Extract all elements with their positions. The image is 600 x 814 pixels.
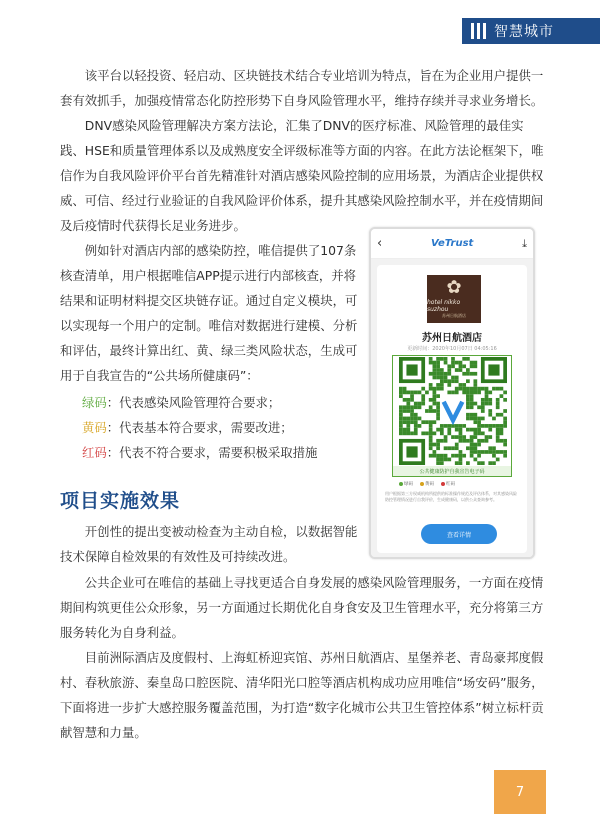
header-bars-decoration: [471, 23, 486, 39]
legend-yellow: 黄码: [420, 481, 434, 487]
update-time: 更新时间：2020年10月07日 04:05:16: [407, 346, 497, 352]
legend-green: 绿码: [399, 481, 413, 487]
paragraph-platform: 该平台以轻投资、轻启动、区块链技术结合专业培训为特点，旨在为企业用户提供一套有效抓手，加强疫情常态化防控形势下自身风险管理水平，维持存续并寻求业务增长。: [60, 68, 544, 108]
back-arrow-icon[interactable]: ‹: [377, 236, 383, 251]
hotel-name: 苏州日航酒店: [422, 333, 482, 344]
page-number: 7: [515, 784, 525, 800]
legend-red: 红码: [441, 481, 455, 487]
download-icon[interactable]: ⤓: [522, 236, 527, 250]
yellow-code-desc: ：代表基本符合要求，需要改进；: [106, 420, 293, 435]
phone-top-bar: [371, 229, 533, 259]
section-title: 项目实施效果: [60, 490, 181, 512]
effect-paragraphs: [60, 570, 545, 745]
qr-code-icon: [394, 357, 512, 465]
page-number-badge: [494, 770, 546, 814]
paragraph-effect-1: 开创性的提出变被动检查为主动自检，以数据智能技术保障自检效果的有效性及可持续改进。: [60, 524, 358, 564]
yellow-code-label: 黄码: [82, 420, 107, 435]
code-line-green: [82, 390, 280, 415]
phone-screenshot: [369, 227, 535, 559]
red-code-label: 红码: [82, 445, 107, 460]
red-code-desc: ：代表不符合要求，需要积极采取措施: [106, 445, 318, 460]
intro-paragraphs: [60, 63, 545, 238]
hotel-logo: ✿ hotel nikko suzhou 苏州日航酒店: [427, 275, 481, 323]
paragraph-hotel-example: 例如针对酒店内部的感染防控，唯信提供了107条核查清单，用户根据唯信APP提示进行内部核查，并将结果和证明材料提交区块链存证。通过自定义模块，可以实现每一个用户的定制。唯信对数据进行建模、分析和评估，最终计算出红、黄、绿三类风险状态，生成可用于自我宣告的“公共场所健康码”：: [60, 243, 358, 383]
code-legend: [399, 481, 455, 487]
code-line-yellow: [82, 415, 293, 440]
header-title: 智慧城市: [494, 24, 554, 40]
header-band: [462, 18, 600, 44]
health-code-card: [377, 265, 527, 553]
flower-logo-icon: ✿: [446, 277, 462, 298]
effect-paragraph-1: [60, 519, 360, 569]
green-code-label: 绿码: [82, 395, 107, 410]
phone-body: [371, 259, 533, 559]
paragraph-effect-3: 目前洲际酒店及度假村、上海虹桥迎宾馆、苏州日航酒店、星堡养老、青岛豪邦度假村、春秋旅游、秦皇岛口腔医院、清华阳光口腔等酒店机构成功应用唯信“场安码”服务，下面将进一步扩大感控服务覆盖范围，为打造“数字化城市公共卫生管控体系”树立标杆贡献智慧和力量。: [60, 650, 544, 740]
hotel-example-paragraph: [60, 238, 360, 388]
paragraph-dnv: DNV感染风险管理解决方案方法论，汇集了DNV的医疗标准、风险管理的最佳实践、HSE和质量管理体系以及成熟度安全评级标准等方面的内容。在此方法论框架下，唯信作为自我风险评价平台首先精准针对酒店感染风险控制的应用场景，为酒店企业提供权威、可信、经过行业验证的自我风险评价体系，提升其感染风险控制水平，并在疫情期间及后疫情时代获得长足业务进步。: [60, 118, 544, 233]
qr-code-frame: [392, 355, 512, 477]
code-description: 用户根据第三方权威机构所提供的标准操作规范及评估体系，对其感染风险防控管理情况进行自我评价，生成健康码，以供公众查询参考。: [385, 491, 517, 502]
code-line-red: [82, 440, 317, 465]
view-details-button[interactable]: 查看详情: [421, 524, 497, 544]
paragraph-effect-2: 公共企业可在唯信的基础上寻找更适合自身发展的感染风险管理服务，一方面在疫情期间构筑更佳公众形象，另一方面通过长期优化自身食安及卫生管理水平，充分将第三方服务转化为自身利益。: [60, 575, 544, 640]
vetrust-brand-logo: VeTrust: [431, 238, 474, 249]
qr-caption: 公共健康防护自我宣告电子码: [419, 469, 485, 475]
green-code-desc: ：代表感染风险管理符合要求；: [106, 395, 281, 410]
